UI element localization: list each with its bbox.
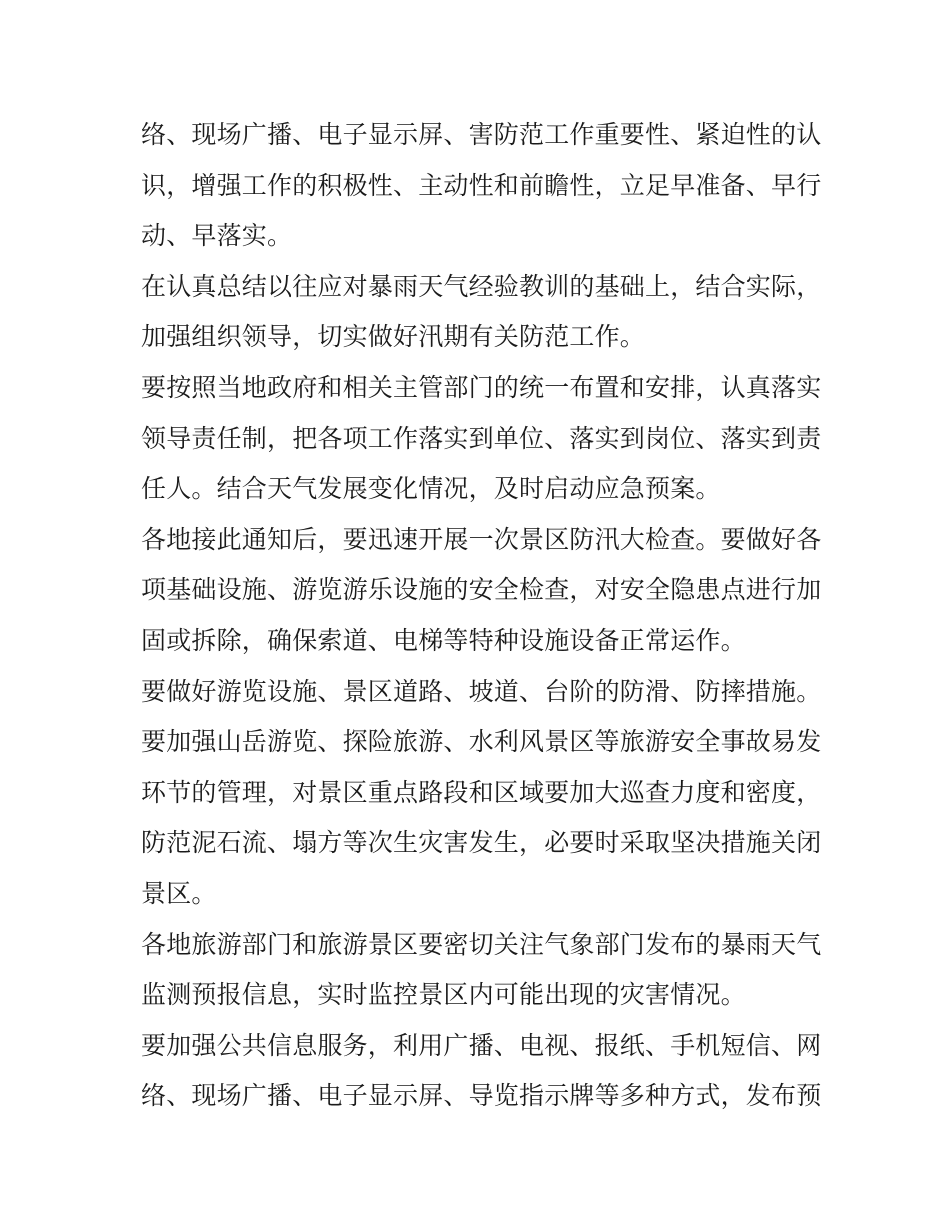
paragraph-5 [141,667,821,718]
paragraph-line: 防范泥石流、塌方等次生灾害发生，必要时采取坚决措施关闭 [141,828,822,858]
paragraph-line: 络、现场广播、电子显示屏、导览指示牌等多种方式，发布预 [141,1081,822,1111]
paragraph-line: 环节的管理，对景区重点路段和区域要加大巡查力度和密度， [141,777,822,807]
paragraph-line: 识，增强工作的积极性、主动性和前瞻性，立足早准备、早行 [141,170,822,200]
paragraph-line: 领导责任制，把各项工作落实到单位、落实到岗位、落实到责 [141,423,822,453]
paragraph-line: 动、早落实。 [141,221,293,251]
paragraph-line: 在认真总结以往应对暴雨天气经验教训的基础上，结合实际， [141,271,822,301]
paragraph-line: 络、现场广播、电子显示屏、害防范工作重要性、紧迫性的认 [141,120,822,149]
paragraph-1 [141,110,821,262]
paragraph-line: 项基础设施、游览游乐设施的安全检查，对安全隐患点进行加 [141,575,822,605]
paragraph-4 [141,515,821,667]
paragraph-line: 要按照当地政府和相关主管部门的统一布置和安排，认真落实 [141,372,822,402]
document-body [141,110,821,1122]
paragraph-2 [141,262,821,363]
paragraph-line: 要加强公共信息服务，利用广播、电视、报纸、手机短信、网 [141,1030,822,1060]
paragraph-line: 加强组织领导，切实做好汛期有关防范工作。 [141,322,646,352]
paragraph-line: 要加强山岳游览、探险旅游、水利风景区等旅游安全事故易发 [141,727,822,757]
paragraph-line: 固或拆除，确保索道、电梯等特种设施设备正常运作。 [141,625,746,655]
paragraph-7 [141,920,821,1021]
paragraph-line: 任人。结合天气发展变化情况，及时启动应急预案。 [141,474,721,504]
paragraph-line: 监测预报信息，实时监控景区内可能出现的灾害情况。 [141,980,746,1010]
paragraph-line: 要做好游览设施、景区道路、坡道、台阶的防滑、防摔措施。 [141,676,822,706]
paragraph-3 [141,363,821,515]
paragraph-line: 各地旅游部门和旅游景区要密切关注气象部门发布的暴雨天气 [141,929,822,959]
paragraph-line: 各地接此通知后，要迅速开展一次景区防汛大检查。要做好各 [141,524,822,554]
paragraph-8 [141,1021,821,1122]
paragraph-line: 景区。 [141,878,217,908]
paragraph-6 [141,717,821,919]
